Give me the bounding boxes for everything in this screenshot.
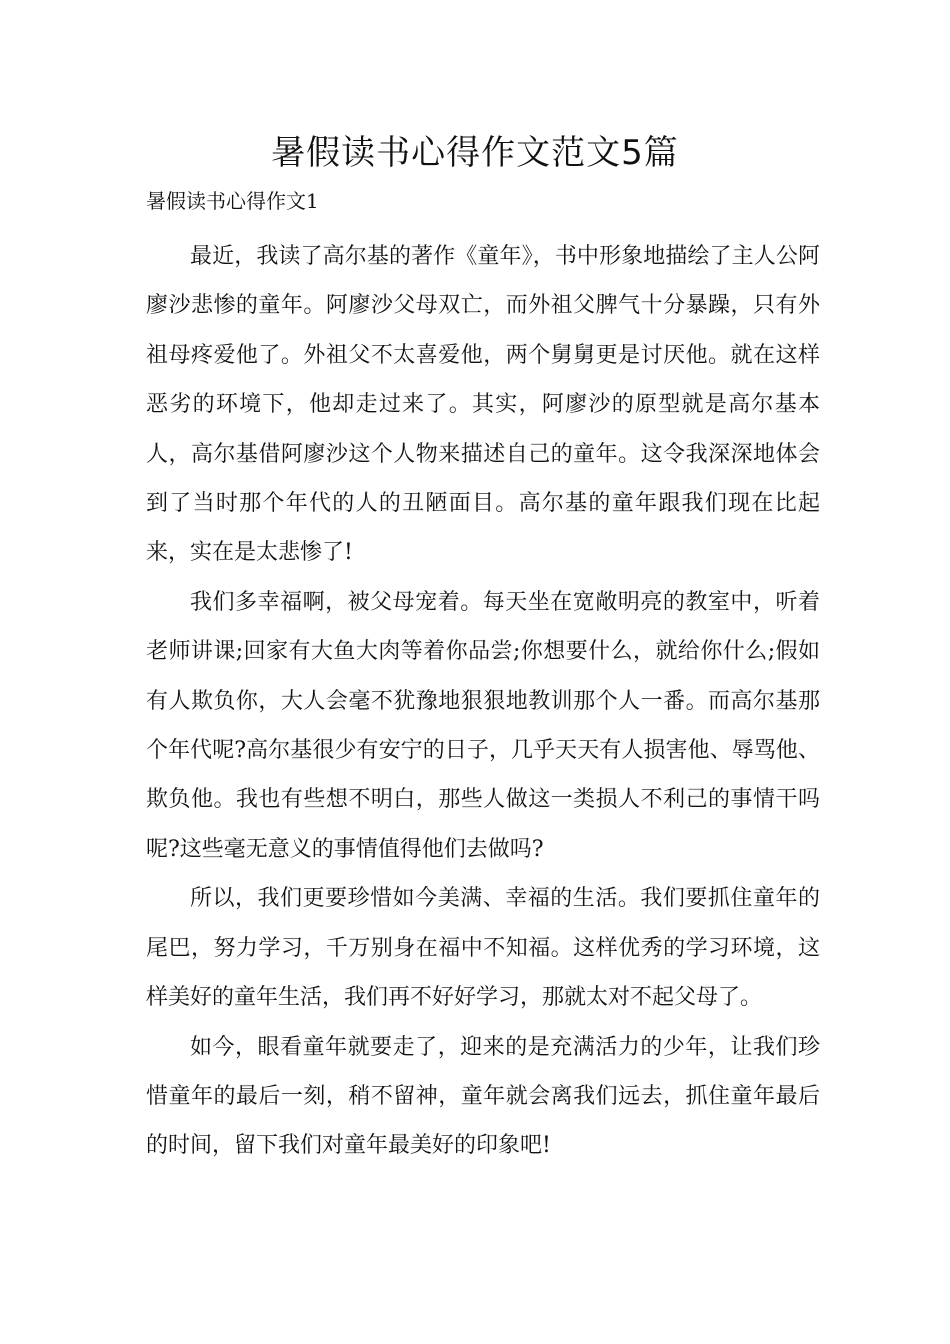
document-title: 暑假读书心得作文范文5篇 — [271, 133, 679, 173]
paragraph-4: 如今，眼看童年就要走了，迎来的是充满活力的少年，让我们珍惜童年的最后一刻，稍不留神，童年就会离我们远去，抓住童年最后的时间，留下我们对童年最美好的印象吧! — [146, 1034, 820, 1159]
paragraph-1: 最近，我读了高尔基的著作《童年》，书中形象地描绘了主人公阿廖沙悲惨的童年。阿廖沙父母双亡，而外祖父脾气十分暴躁，只有外祖母疼爱他了。外祖父不太喜爱他，两个舅舅更是讨厌他。就在这样恶劣的环境下，他却走过来了。其实，阿廖沙的原型就是高尔基本人，高尔基借阿廖沙这个人物来描述自己的童年。这令我深深地体会到了当时那个年代的人的丑陋面目。高尔基的童年跟我们现在比起来，实在是太悲惨了! — [146, 244, 820, 566]
document-body — [146, 232, 820, 1171]
paragraph-3: 所以，我们更要珍惜如今美满、幸福的生活。我们要抓住童年的尾巴，努力学习，千万别身在福中不知福。这样优秀的学习环境，这样美好的童年生活，我们再不好好学习，那就太对不起父母了。 — [146, 886, 820, 1011]
paragraph-2: 我们多幸福啊，被父母宠着。每天坐在宽敞明亮的教室中，听着老师讲课;回家有大鱼大肉等着你品尝;你想要什么，就给你什么;假如有人欺负你，大人会毫不犹豫地狠狠地教训那个人一番。而高尔基那个年代呢?高尔基很少有安宁的日子，几乎天天有人损害他、辱骂他、欺负他。我也有些想不明白，那些人做这一类损人不利己的事情干吗呢?这些毫无意义的事情值得他们去做吗? — [146, 589, 820, 862]
section-subtitle: 暑假读书心得作文1 — [146, 189, 319, 213]
